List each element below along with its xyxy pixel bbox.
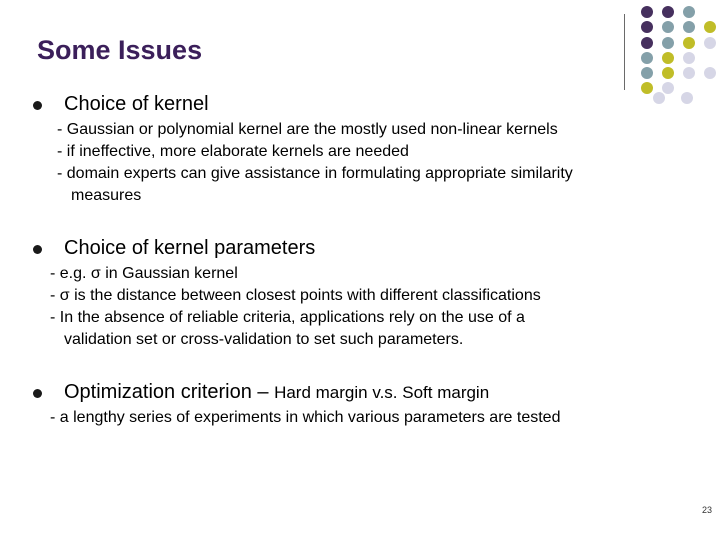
- heading-text: Optimization criterion –: [64, 381, 275, 403]
- slide-title: Some Issues: [37, 35, 203, 65]
- decor-dot: [641, 21, 653, 33]
- detail-line: measures: [71, 187, 142, 204]
- decor-dot: [704, 37, 716, 49]
- decor-dot: [683, 21, 695, 33]
- heading-text: Choice of kernel: [64, 93, 209, 115]
- decor-dot: [662, 82, 674, 94]
- decor-dot: [704, 67, 716, 79]
- decor-dot: [681, 92, 693, 104]
- detail-line: - Gaussian or polynomial kernel are the mostly used non-linear kernels: [57, 121, 558, 138]
- heading-text: Choice of kernel parameters: [64, 237, 316, 259]
- decor-dot: [641, 82, 653, 94]
- decor-dot: [704, 21, 716, 33]
- decor-dot: [662, 52, 674, 64]
- detail-line: validation set or cross-validation to set such parameters.: [64, 331, 464, 348]
- decor-dot: [683, 67, 695, 79]
- decor-dot: [683, 52, 695, 64]
- decor-dot: [683, 37, 695, 49]
- decor-dot: [641, 6, 653, 18]
- detail-line: - if ineffective, more elaborate kernels are needed: [57, 143, 409, 160]
- bullet-dot: [33, 101, 42, 110]
- decor-dot: [662, 37, 674, 49]
- detail-line: - a lengthy series of experiments in which various parameters are tested: [50, 409, 561, 426]
- decor-dot: [641, 37, 653, 49]
- section-heading-optimization: [64, 380, 489, 404]
- detail-line: - e.g. σ in Gaussian kernel: [50, 265, 238, 282]
- divider-line: [624, 14, 625, 90]
- decor-dot: [641, 52, 653, 64]
- decor-dot: [662, 21, 674, 33]
- section-details-optimization: [50, 407, 560, 429]
- decor-dot: [662, 6, 674, 18]
- bullet-dot: [33, 389, 42, 398]
- dot-grid-decoration: [641, 6, 720, 106]
- bullet-dot: [33, 245, 42, 254]
- decor-dot: [641, 67, 653, 79]
- section-details-kernel-parameters: [50, 263, 541, 351]
- detail-line: - domain experts can give assistance in formulating appropriate similarity: [57, 165, 573, 182]
- detail-line: - σ is the distance between closest points with different classifications: [50, 287, 541, 304]
- decor-dot: [662, 67, 674, 79]
- decor-dot: [683, 6, 695, 18]
- detail-line: - In the absence of reliable criteria, applications rely on the use of a: [50, 309, 525, 326]
- section-details-kernel: [57, 119, 573, 207]
- decor-dot: [653, 92, 665, 104]
- page-number: 23: [701, 505, 712, 515]
- section-heading-kernel-parameters: [64, 236, 315, 260]
- section-heading-kernel: [64, 92, 209, 116]
- heading-suffix-text: Hard margin v.s. Soft margin: [274, 383, 490, 402]
